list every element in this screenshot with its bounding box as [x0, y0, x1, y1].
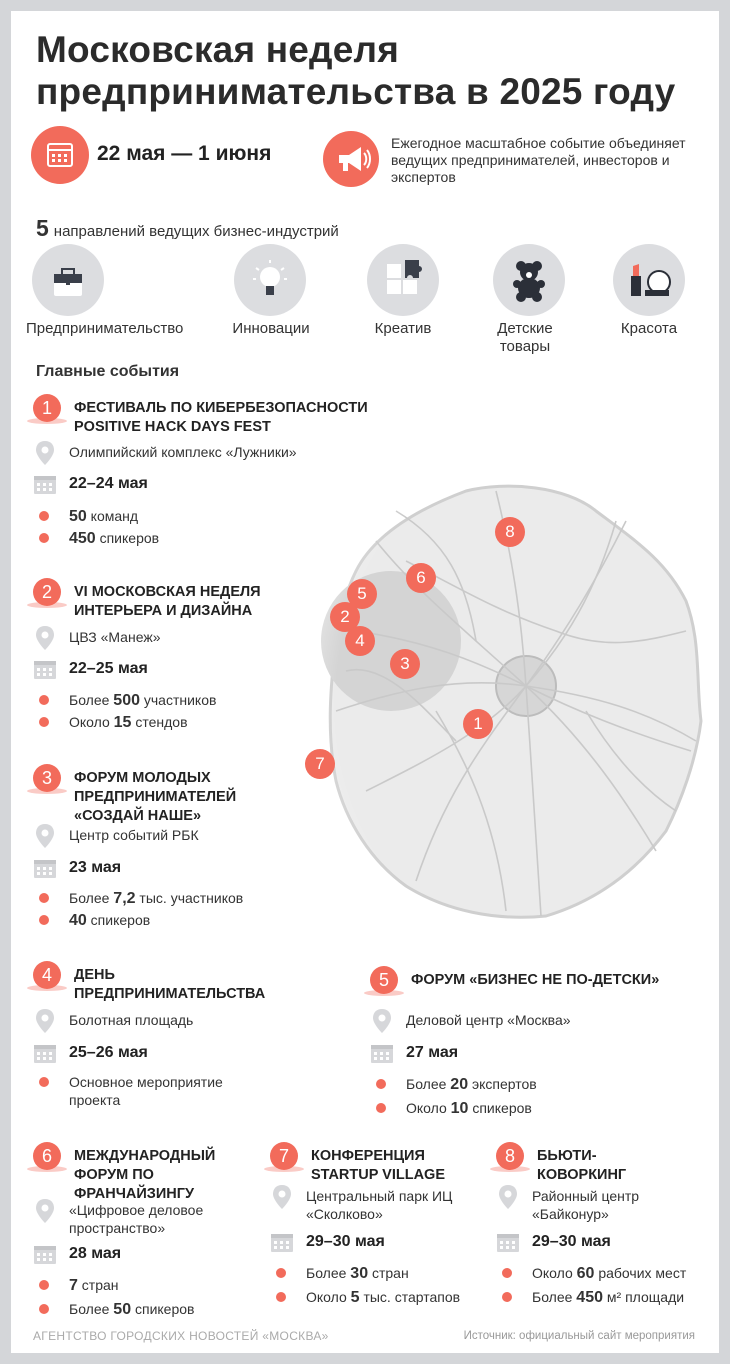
calendar-icon [31, 126, 89, 184]
bullet-dot [39, 695, 49, 705]
event-title: ФЕСТИВАЛЬ ПО КИБЕРБЕЗОПАСНОСТИ POSITIVE HACK DAYS FEST [74, 400, 368, 435]
fact-prefix: Около [306, 1289, 351, 1305]
intro-text: Ежегодное масштабное событие объединяет ведущих предпринимателей, инвесторов и экспертов [391, 135, 686, 185]
fact-suffix: спикеров [86, 912, 151, 928]
fact-number: 7 [69, 1277, 78, 1294]
bullet-dot [376, 1103, 386, 1113]
fact-suffix: рабочих мест [594, 1265, 687, 1281]
fact-suffix: команд [86, 508, 139, 524]
fact-suffix: стран [77, 1277, 119, 1293]
map-pin-6[interactable]: 6 [406, 563, 436, 593]
megaphone-icon [323, 131, 379, 187]
event-fact [306, 1264, 526, 1283]
location-pin-icon [33, 1197, 57, 1225]
event-fact [69, 713, 289, 732]
fact-suffix: стран [368, 1265, 409, 1281]
fact-number: 7,2 [113, 890, 136, 907]
event-title: КОНФЕРЕНЦИЯ STARTUP VILLAGE [311, 1148, 445, 1183]
event-number-badge: 7 [270, 1142, 298, 1170]
direction-label-3: Креатив [374, 320, 432, 337]
fact-prefix: Около [69, 714, 114, 730]
event-number-badge: 5 [370, 966, 398, 994]
bullet-dot [39, 717, 49, 727]
event-date: 22–25 мая [69, 660, 148, 677]
location-pin-icon [33, 822, 57, 850]
event-title: ФОРУМ МОЛОДЫХ ПРЕДПРИНИМАТЕЛЕЙ «СОЗДАЙ НАШЕ» [74, 770, 237, 824]
location-pin-icon [33, 624, 57, 652]
location-pin-icon [33, 1007, 57, 1035]
event-place: Центр событий РБК [69, 827, 199, 843]
map-pin-3[interactable]: 3 [390, 649, 420, 679]
event-title: ДЕНЬ ПРЕДПРИНИМАТЕЛЬСТВА [74, 967, 266, 1002]
fact-number: 10 [450, 1100, 469, 1117]
event-fact [406, 1075, 626, 1094]
fact-number: 50 [113, 1301, 132, 1318]
fact-suffix: тыс. участников [135, 890, 244, 906]
fact-suffix: экспертов [468, 1076, 537, 1092]
directions-heading [36, 215, 339, 242]
calendar-small-icon [33, 473, 57, 495]
bullet-dot [39, 893, 49, 903]
event-fact [69, 691, 289, 710]
fact-number: 5 [350, 1289, 360, 1306]
event-fact [69, 529, 289, 548]
event-date: 23 мая [69, 859, 122, 876]
fact-suffix: спикеров [131, 1301, 195, 1317]
event-title: БЬЮТИ-КОВОРКИНГ [537, 1148, 627, 1183]
event-fact [532, 1264, 719, 1283]
event-fact [69, 1073, 239, 1110]
bullet-dot [39, 915, 49, 925]
directions-text: направлений ведущих бизнес-индустрий [53, 223, 339, 240]
briefcase-icon [32, 244, 104, 316]
fact-number: 450 [576, 1289, 603, 1306]
event-fact [69, 889, 289, 908]
fact-number: 20 [450, 1076, 469, 1093]
event-date: 29–30 мая [532, 1233, 611, 1250]
bullet-dot [276, 1292, 286, 1302]
fact-number: 40 [69, 912, 87, 929]
event-number-badge: 1 [33, 394, 61, 422]
event-date: 22–24 мая [69, 475, 148, 492]
event-fact [532, 1288, 719, 1307]
event-place: Олимпийский комплекс «Лужники» [69, 444, 297, 460]
fact-prefix: Основное мероприятие проекта [69, 1074, 223, 1108]
event-place: Деловой центр «Москва» [406, 1012, 571, 1028]
event-fact [306, 1288, 526, 1307]
fact-prefix: Более [532, 1289, 577, 1305]
map-pin-8[interactable]: 8 [495, 517, 525, 547]
footer-source: Источник: официальный сайт мероприятия [463, 1330, 695, 1342]
bullet-dot [276, 1268, 286, 1278]
bullet-dot [39, 1077, 49, 1087]
calendar-small-icon [370, 1042, 394, 1064]
fact-number: 15 [113, 714, 132, 731]
fact-prefix: Около [406, 1100, 451, 1116]
infographic-page [11, 11, 719, 1353]
location-pin-icon [33, 439, 57, 467]
location-pin-icon [370, 1007, 394, 1035]
fact-suffix: участников [140, 692, 217, 708]
fact-prefix: Более [306, 1265, 351, 1281]
event-number-badge: 4 [33, 961, 61, 989]
event-fact [69, 1300, 289, 1319]
fact-suffix: стендов [131, 714, 188, 730]
event-title: МЕЖДУНАРОДНЫЙ ФОРУМ ПО ФРАНЧАЙЗИНГУ [74, 1148, 216, 1202]
direction-label-4: Детские товары [497, 320, 553, 355]
directions-count: 5 [36, 215, 49, 241]
fact-prefix: Около [532, 1265, 577, 1281]
event-date: 25–26 мая [69, 1044, 148, 1061]
teddy-bear-icon [493, 244, 565, 316]
event-place: Центральный парк ИЦ «Сколково» [306, 1188, 453, 1222]
moscow-map [296, 411, 719, 941]
event-number-badge: 6 [33, 1142, 61, 1170]
map-pin-1[interactable]: 1 [463, 709, 493, 739]
event-number-badge: 2 [33, 578, 61, 606]
event-place: Болотная площадь [69, 1012, 194, 1028]
event-fact [69, 1276, 289, 1295]
puzzle-icon [367, 244, 439, 316]
calendar-small-icon [33, 857, 57, 879]
fact-suffix: спикеров [95, 530, 160, 546]
direction-label-5: Красота [620, 320, 678, 337]
fact-prefix: Более [406, 1076, 451, 1092]
location-pin-icon [270, 1183, 294, 1211]
event-place: ЦВЗ «Манеж» [69, 629, 161, 645]
event-date: 28 мая [69, 1245, 122, 1262]
map-pin-5[interactable]: 5 [347, 579, 377, 609]
map-pin-7[interactable]: 7 [305, 749, 335, 779]
bullet-dot [39, 1280, 49, 1290]
map-pin-4[interactable]: 4 [345, 626, 375, 656]
cosmetics-icon [613, 244, 685, 316]
fact-number: 50 [69, 508, 87, 525]
page-title [36, 29, 706, 113]
event-date: 27 мая [406, 1044, 459, 1061]
fact-number: 500 [113, 692, 140, 709]
map-pin-2[interactable]: 2 [330, 602, 360, 632]
fact-prefix: Более [69, 1301, 114, 1317]
calendar-small-icon [496, 1231, 520, 1253]
event-title: ФОРУМ «БИЗНЕС НЕ ПО-ДЕТСКИ» [411, 972, 660, 988]
bullet-dot [39, 1304, 49, 1314]
bullet-dot [502, 1268, 512, 1278]
fact-suffix: тыс. стартапов [359, 1289, 461, 1305]
bullet-dot [502, 1292, 512, 1302]
title-line-1: Московская неделя [36, 29, 399, 70]
event-number-badge: 3 [33, 764, 61, 792]
calendar-small-icon [33, 658, 57, 680]
calendar-small-icon [270, 1231, 294, 1253]
fact-suffix: спикеров [468, 1100, 532, 1116]
fact-number: 450 [69, 530, 96, 547]
event-dates: 22 мая — 1 июня [97, 142, 272, 165]
bullet-dot [39, 511, 49, 521]
footer-agency: АГЕНТСТВО ГОРОДСКИХ НОВОСТЕЙ «МОСКВА» [33, 1329, 329, 1343]
event-place: «Цифровое деловое пространство» [69, 1202, 204, 1236]
direction-label-1: Предпринимательство [26, 320, 184, 337]
lightbulb-icon [234, 244, 306, 316]
fact-number: 60 [576, 1265, 595, 1282]
event-date: 29–30 мая [306, 1233, 385, 1250]
bullet-dot [376, 1079, 386, 1089]
fact-number: 30 [350, 1265, 369, 1282]
location-pin-icon [496, 1183, 520, 1211]
event-fact [69, 507, 289, 526]
bullet-dot [39, 533, 49, 543]
fact-suffix: м² площади [603, 1289, 685, 1305]
event-title: VI МОСКОВСКАЯ НЕДЕЛЯ ИНТЕРЬЕРА И ДИЗАЙНА [74, 584, 261, 619]
event-fact [69, 911, 289, 930]
title-line-2: предпринимательства в 2025 году [36, 71, 676, 112]
event-fact [406, 1099, 626, 1118]
calendar-small-icon [33, 1042, 57, 1064]
direction-label-2: Инновации [232, 320, 310, 337]
event-number-badge: 8 [496, 1142, 524, 1170]
events-heading: Главные события [36, 363, 180, 380]
fact-prefix: Более [69, 692, 114, 708]
event-place: Районный центр «Байконур» [532, 1188, 640, 1222]
calendar-small-icon [33, 1243, 57, 1265]
fact-prefix: Более [69, 890, 114, 906]
